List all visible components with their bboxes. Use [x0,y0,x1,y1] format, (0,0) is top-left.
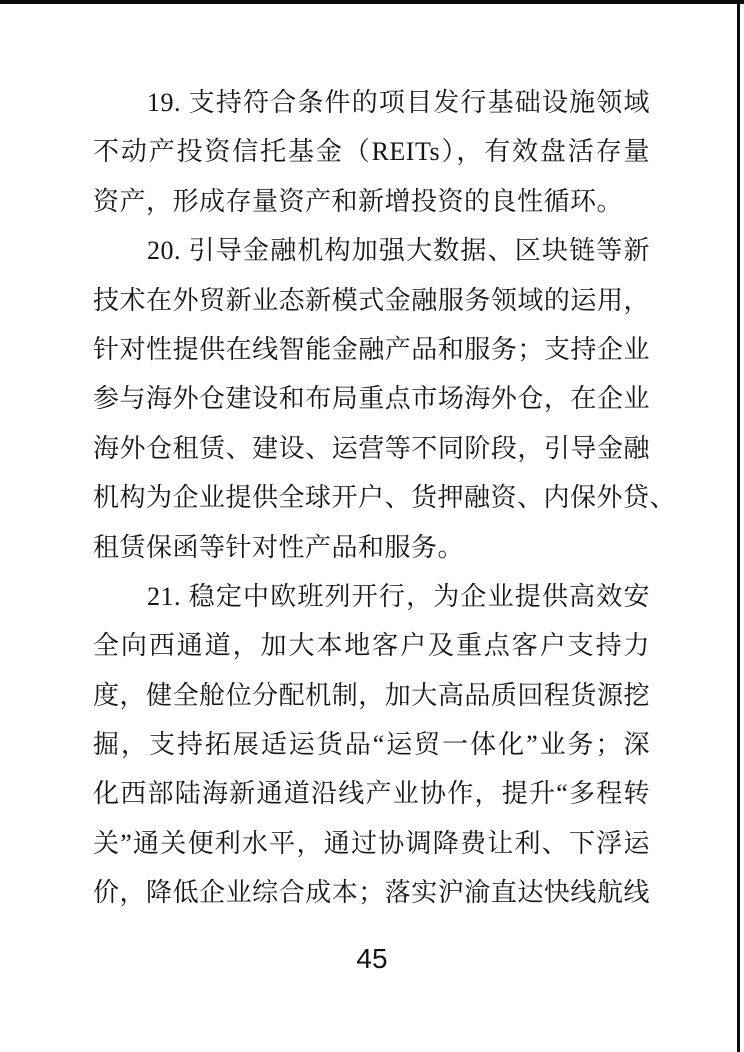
text-line: 化西部陆海新通道沿线产业协作，提升“多程转 [93,779,650,809]
text-line: 参与海外仓建设和布局重点市场海外仓，在企业 [93,384,650,414]
page-right-border [737,0,740,1052]
document-body [93,78,677,918]
text-line: 技术在外贸新业态新模式金融服务领域的运用， [93,285,650,315]
text-line: 20. 引导金融机构加强大数据、区块链等新 [147,236,650,266]
text-line: 21. 稳定中欧班列开行，为企业提供高效安 [147,581,650,611]
text-line: 不动产投资信托基金（REITs），有效盘活存量 [93,137,650,167]
text-line: 租赁保函等针对性产品和服务。 [93,532,465,562]
page-top-border [0,0,744,4]
paragraph-item-21 [93,572,650,918]
text-line: 价，降低企业综合成本；落实沪渝直达快线航线 [93,878,650,908]
paragraph-item-19 [93,78,650,226]
text-line: 资产，形成存量资产和新增投资的良性循环。 [93,186,624,216]
text-line: 针对性提供在线智能金融产品和服务；支持企业 [93,334,650,364]
page-number: 45 [356,943,388,974]
text-line: 机构为企业提供全球开户、货押融资、内保外贷、 [93,483,677,513]
paragraph-item-20 [93,226,677,572]
text-line: 度，健全舱位分配机制，加大高品质回程货源挖 [93,680,650,710]
text-line: 掘，支持拓展适运货品“运贸一体化”业务；深 [93,730,650,760]
text-line: 海外仓租赁、建设、运营等不同阶段，引导金融 [93,433,650,463]
text-line: 全向西通道，加大本地客户及重点客户支持力 [93,631,650,661]
text-line: 19. 支持符合条件的项目发行基础设施领域 [147,88,650,117]
text-line: 关”通关便利水平，通过协调降费让利、下浮运 [93,828,650,858]
